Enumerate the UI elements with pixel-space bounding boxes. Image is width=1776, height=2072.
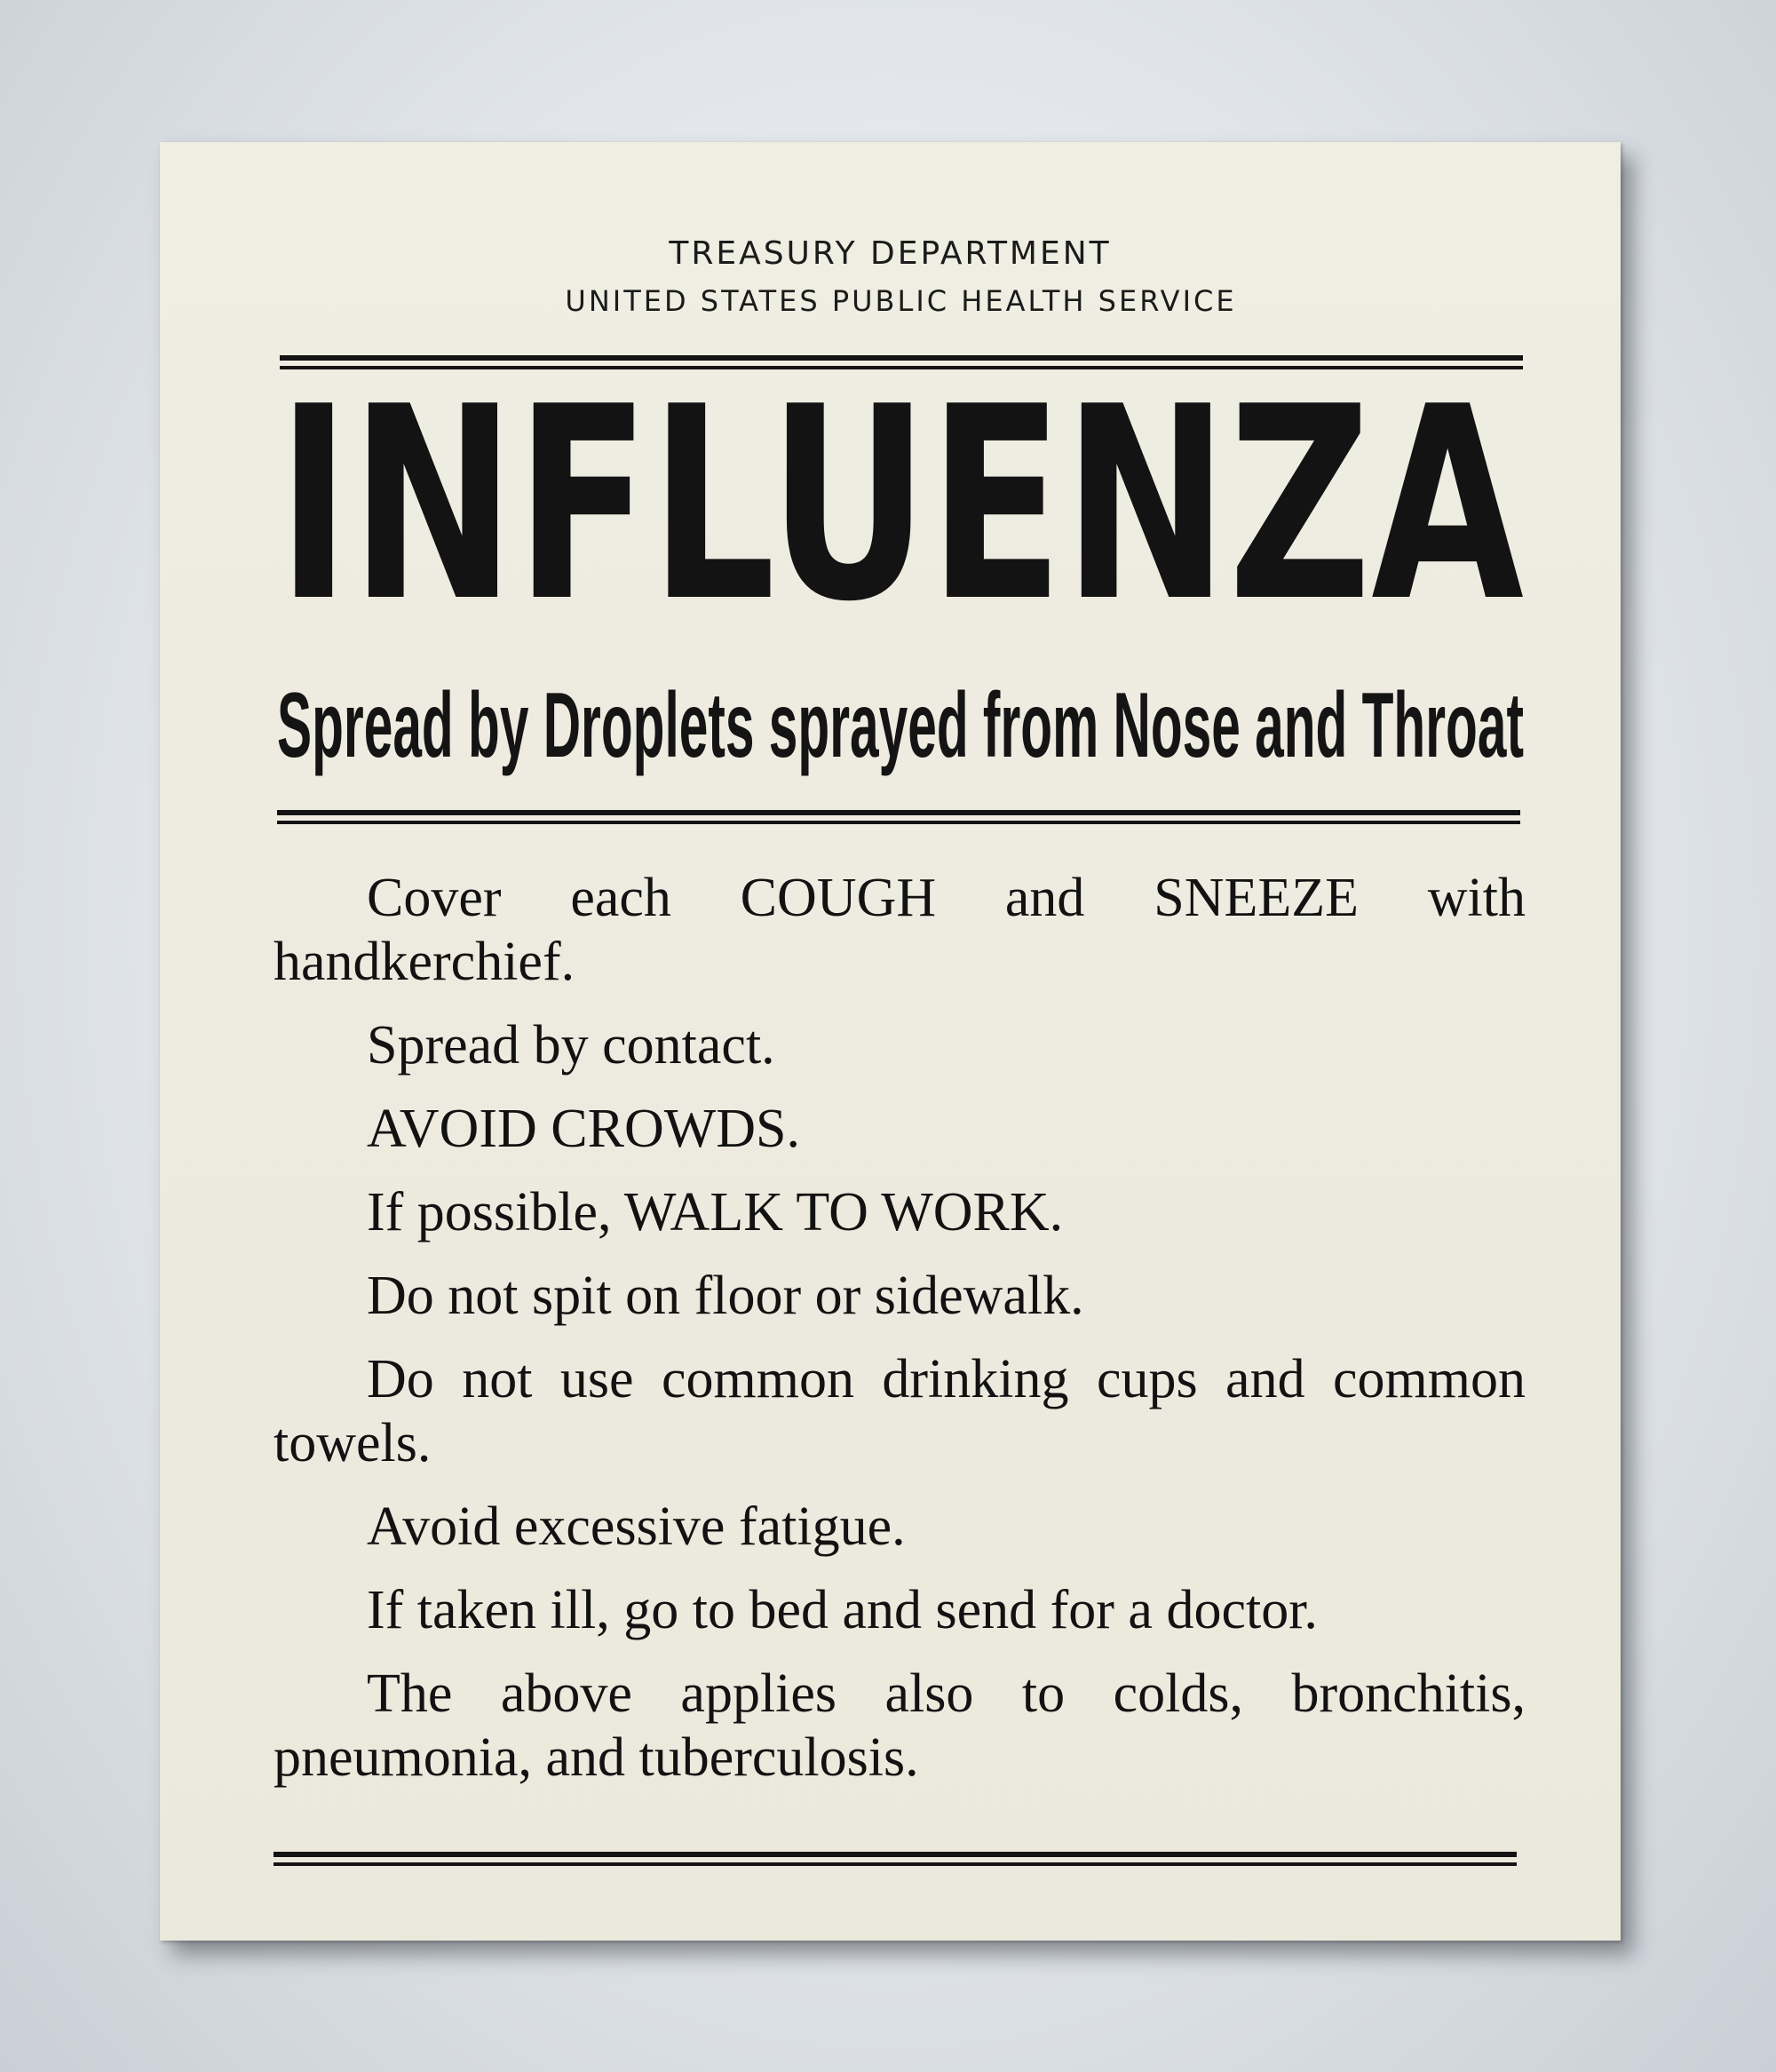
instruction-cups: Do not use common drinking cups and common towels. xyxy=(274,1349,1526,1473)
instructions-list xyxy=(274,866,1526,1809)
instruction-cough: Cover each COUGH and SNEEZE with handkerchief. xyxy=(274,868,1526,992)
instruction-doctor: If taken ill, go to bed and send for a doctor. xyxy=(367,1580,1318,1640)
subtitle-svg xyxy=(275,675,1527,782)
instruction-fatigue: Avoid excessive fatigue. xyxy=(367,1496,906,1557)
instruction-applies: The above applies also to colds, bronchitis, pneumonia, and tuberculosis. xyxy=(274,1663,1526,1788)
subtitle-block xyxy=(275,675,1527,782)
subtitle-line: Spread by Droplets sprayed from Nose and Throat xyxy=(277,675,1524,777)
poster-sheet xyxy=(160,142,1621,1941)
headline-block xyxy=(275,389,1527,620)
service-heading: UNITED STATES PUBLIC HEALTH SERVICE xyxy=(565,284,1237,318)
middle-double-rule xyxy=(277,810,1520,824)
instruction-contact: Spread by contact. xyxy=(367,1015,775,1076)
headline-title: INFLUENZA xyxy=(277,389,1526,620)
instruction-walk: If possible, WALK TO WORK. xyxy=(367,1182,1064,1242)
bottom-double-rule xyxy=(274,1852,1517,1866)
instruction-spit: Do not spit on floor or sidewalk. xyxy=(367,1266,1084,1326)
headline-svg xyxy=(275,389,1527,620)
department-heading: TREASURY DEPARTMENT xyxy=(669,235,1112,272)
top-double-rule xyxy=(280,355,1523,369)
instruction-crowds: AVOID CROWDS. xyxy=(367,1099,801,1159)
